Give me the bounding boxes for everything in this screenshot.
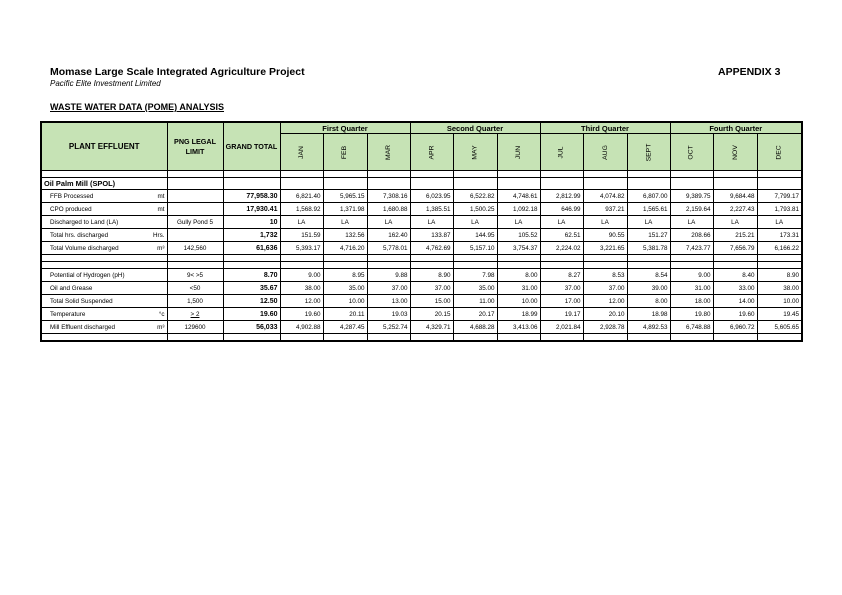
month-value-cell: LA: [280, 216, 323, 229]
header-plant-effluent: PLANT EFFLUENT: [41, 122, 167, 171]
month-value-cell: LA: [367, 216, 410, 229]
company-subtitle: Pacific Elite Investment Limited: [50, 79, 161, 88]
month-value-cell: 38.00: [757, 282, 802, 295]
month-value-cell: 38.00: [280, 282, 323, 295]
row-label: m³ Total Volume discharged: [41, 242, 167, 255]
month-value-cell: 31.00: [497, 282, 540, 295]
row-label: Discharged to Land (LA): [41, 216, 167, 229]
header-second-quarter: Second Quarter: [410, 122, 540, 134]
month-value-cell: 8.90: [410, 269, 453, 282]
month-value-cell: LA: [410, 216, 453, 229]
month-value-cell: 7.98: [453, 269, 497, 282]
table-row: [41, 216, 802, 229]
month-value-cell: 2,224.02: [540, 242, 583, 255]
section-title: WASTE WATER DATA (POME) ANALYSIS: [50, 102, 225, 112]
row-unit: m³: [157, 244, 165, 252]
table-row: [41, 229, 802, 242]
grand-total-cell: 19.60: [223, 308, 280, 321]
month-value-cell: 133.87: [410, 229, 453, 242]
header-third-quarter: Third Quarter: [540, 122, 670, 134]
month-value-cell: 7,423.77: [670, 242, 713, 255]
spacer-row: [41, 334, 802, 342]
month-value-cell: 162.40: [367, 229, 410, 242]
month-value-cell: 3,413.06: [497, 321, 540, 334]
month-value-cell: 1,500.25: [453, 203, 497, 216]
month-value-cell: 3,221.65: [583, 242, 627, 255]
month-value-cell: 12.00: [583, 295, 627, 308]
month-value-cell: 10.00: [497, 295, 540, 308]
month-value-cell: 1,092.18: [497, 203, 540, 216]
legal-limit-cell: 142,560: [167, 242, 223, 255]
header-month: JAN: [280, 134, 323, 171]
row-label: mt FFB Processed: [41, 190, 167, 203]
header-month: JUL: [540, 134, 583, 171]
month-value-cell: 2,159.64: [670, 203, 713, 216]
month-value-cell: 20.15: [410, 308, 453, 321]
month-value-cell: 6,960.72: [713, 321, 757, 334]
month-value-cell: 8.40: [713, 269, 757, 282]
pome-analysis-table: [40, 121, 803, 342]
row-unit: °c: [158, 310, 165, 318]
month-value-cell: 35.00: [323, 282, 367, 295]
grand-total-cell: 56,033: [223, 321, 280, 334]
month-value-cell: 6,821.40: [280, 190, 323, 203]
month-value-cell: 62.51: [540, 229, 583, 242]
row-label: °c Temperature: [41, 308, 167, 321]
table-row: [41, 203, 802, 216]
month-value-cell: 37.00: [540, 282, 583, 295]
month-value-cell: 12.00: [280, 295, 323, 308]
month-value-cell: 1,568.92: [280, 203, 323, 216]
table-row: [41, 269, 802, 282]
month-value-cell: 4,688.28: [453, 321, 497, 334]
row-label: Oil and Grease: [41, 282, 167, 295]
legal-limit-cell: <50: [167, 282, 223, 295]
project-title: Momase Large Scale Integrated Agriculture Project: [50, 66, 305, 78]
row-unit: Hrs.: [152, 231, 165, 239]
group-title: Oil Palm Mill (SPOL): [41, 178, 167, 190]
grand-total-cell: 17,930.41: [223, 203, 280, 216]
grand-total-cell: 12.50: [223, 295, 280, 308]
month-value-cell: 132.56: [323, 229, 367, 242]
month-value-cell: LA: [497, 216, 540, 229]
legal-limit-cell: Gully Pond 5: [167, 216, 223, 229]
header-fourth-quarter: Fourth Quarter: [670, 122, 802, 134]
month-value-cell: 5,393.17: [280, 242, 323, 255]
month-value-cell: LA: [713, 216, 757, 229]
month-value-cell: 173.31: [757, 229, 802, 242]
table-row: [41, 295, 802, 308]
month-value-cell: 8.53: [583, 269, 627, 282]
month-value-cell: 2,021.84: [540, 321, 583, 334]
month-value-cell: 18.99: [497, 308, 540, 321]
month-value-cell: 1,565.61: [627, 203, 670, 216]
month-value-cell: 9,684.48: [713, 190, 757, 203]
group-row: [41, 178, 802, 190]
header-grand-total: GRAND TOTAL: [223, 122, 280, 171]
row-unit: m³: [157, 323, 165, 331]
month-value-cell: 10.00: [323, 295, 367, 308]
month-value-cell: 5,381.78: [627, 242, 670, 255]
month-value-cell: 9.00: [280, 269, 323, 282]
month-value-cell: 18.00: [670, 295, 713, 308]
month-value-cell: LA: [583, 216, 627, 229]
legal-limit-cell: 129600: [167, 321, 223, 334]
legal-limit-cell: [167, 190, 223, 203]
month-value-cell: 6,807.00: [627, 190, 670, 203]
month-value-cell: 19.45: [757, 308, 802, 321]
row-label: Hrs. Total hrs. discharged: [41, 229, 167, 242]
month-value-cell: 8.00: [627, 295, 670, 308]
month-value-cell: 20.17: [453, 308, 497, 321]
header-png-legal-limit: PNG LEGAL LIMIT: [167, 122, 223, 171]
month-value-cell: 19.60: [280, 308, 323, 321]
row-label: m³ Mill Effluent discharged: [41, 321, 167, 334]
month-value-cell: 14.00: [713, 295, 757, 308]
month-value-cell: 9,389.75: [670, 190, 713, 203]
month-value-cell: 90.55: [583, 229, 627, 242]
month-value-cell: 4,329.71: [410, 321, 453, 334]
month-value-cell: 1,680.88: [367, 203, 410, 216]
month-value-cell: 151.59: [280, 229, 323, 242]
month-value-cell: 19.80: [670, 308, 713, 321]
month-value-cell: 19.03: [367, 308, 410, 321]
month-value-cell: 6,522.82: [453, 190, 497, 203]
month-value-cell: 37.00: [583, 282, 627, 295]
month-value-cell: 1,793.81: [757, 203, 802, 216]
month-value-cell: LA: [627, 216, 670, 229]
month-value-cell: LA: [540, 216, 583, 229]
month-value-cell: 4,074.82: [583, 190, 627, 203]
table-row: [41, 321, 802, 334]
month-value-cell: 4,716.20: [323, 242, 367, 255]
month-value-cell: 4,748.61: [497, 190, 540, 203]
month-value-cell: 8.54: [627, 269, 670, 282]
spacer-row: [41, 171, 802, 178]
header-month: NOV: [713, 134, 757, 171]
row-unit: mt: [157, 205, 165, 213]
month-value-cell: 6,748.88: [670, 321, 713, 334]
table-row: [41, 308, 802, 321]
month-value-cell: 215.21: [713, 229, 757, 242]
month-value-cell: 17.00: [540, 295, 583, 308]
month-value-cell: 6,023.95: [410, 190, 453, 203]
month-value-cell: 1,371.98: [323, 203, 367, 216]
month-value-cell: 2,928.78: [583, 321, 627, 334]
month-value-cell: 2,227.43: [713, 203, 757, 216]
month-value-cell: 4,287.45: [323, 321, 367, 334]
month-value-cell: 33.00: [713, 282, 757, 295]
month-value-cell: 31.00: [670, 282, 713, 295]
month-value-cell: LA: [670, 216, 713, 229]
row-unit: mt: [157, 192, 165, 200]
header-month: JUN: [497, 134, 540, 171]
month-value-cell: 8.00: [497, 269, 540, 282]
row-label: Total Solid Suspended: [41, 295, 167, 308]
month-value-cell: 35.00: [453, 282, 497, 295]
table-row: [41, 242, 802, 255]
month-value-cell: 9.88: [367, 269, 410, 282]
month-value-cell: 18.98: [627, 308, 670, 321]
grand-total-cell: 61,636: [223, 242, 280, 255]
month-value-cell: 3,754.37: [497, 242, 540, 255]
header-month: OCT: [670, 134, 713, 171]
grand-total-cell: 1,732: [223, 229, 280, 242]
legal-limit-cell: 1,500: [167, 295, 223, 308]
month-value-cell: 7,308.16: [367, 190, 410, 203]
month-value-cell: 2,812.99: [540, 190, 583, 203]
month-value-cell: 8.90: [757, 269, 802, 282]
grand-total-cell: 77,958.30: [223, 190, 280, 203]
month-value-cell: 15.00: [410, 295, 453, 308]
grand-total-cell: 35.67: [223, 282, 280, 295]
month-value-cell: 5,252.74: [367, 321, 410, 334]
header-month: FEB: [323, 134, 367, 171]
month-value-cell: 4,762.69: [410, 242, 453, 255]
month-value-cell: 20.11: [323, 308, 367, 321]
header-month: MAR: [367, 134, 410, 171]
appendix-label: APPENDIX 3: [718, 66, 781, 78]
legal-limit-cell: 9< >5: [167, 269, 223, 282]
header-month: MAY: [453, 134, 497, 171]
month-value-cell: 20.10: [583, 308, 627, 321]
spacer-row: [41, 262, 802, 269]
header-month: AUG: [583, 134, 627, 171]
legal-limit-cell: > 2: [167, 308, 223, 321]
grand-total-cell: 8.70: [223, 269, 280, 282]
month-value-cell: 39.00: [627, 282, 670, 295]
month-value-cell: 937.21: [583, 203, 627, 216]
month-value-cell: 37.00: [410, 282, 453, 295]
month-value-cell: 6,166.22: [757, 242, 802, 255]
header-month: SEPT: [627, 134, 670, 171]
legal-limit-cell: [167, 229, 223, 242]
month-value-cell: LA: [323, 216, 367, 229]
month-value-cell: LA: [757, 216, 802, 229]
header-first-quarter: First Quarter: [280, 122, 410, 134]
month-value-cell: 151.27: [627, 229, 670, 242]
month-value-cell: 5,778.01: [367, 242, 410, 255]
month-value-cell: 5,965.15: [323, 190, 367, 203]
month-value-cell: 4,892.53: [627, 321, 670, 334]
month-value-cell: 5,605.65: [757, 321, 802, 334]
month-value-cell: LA: [453, 216, 497, 229]
month-value-cell: 208.66: [670, 229, 713, 242]
month-value-cell: 11.00: [453, 295, 497, 308]
header-month: APR: [410, 134, 453, 171]
row-label: Potential of Hydrogen (pH): [41, 269, 167, 282]
month-value-cell: 10.00: [757, 295, 802, 308]
month-value-cell: 8.27: [540, 269, 583, 282]
month-value-cell: 105.52: [497, 229, 540, 242]
month-value-cell: 7,656.79: [713, 242, 757, 255]
header-month: DEC: [757, 134, 802, 171]
legal-limit-cell: [167, 203, 223, 216]
row-label: mt CPO produced: [41, 203, 167, 216]
table-row: [41, 190, 802, 203]
month-value-cell: 144.95: [453, 229, 497, 242]
month-value-cell: 13.00: [367, 295, 410, 308]
month-value-cell: 9.00: [670, 269, 713, 282]
table-row: [41, 282, 802, 295]
month-value-cell: 37.00: [367, 282, 410, 295]
spacer-row: [41, 255, 802, 262]
month-value-cell: 4,902.88: [280, 321, 323, 334]
month-value-cell: 1,385.51: [410, 203, 453, 216]
month-value-cell: 19.60: [713, 308, 757, 321]
month-value-cell: 7,799.17: [757, 190, 802, 203]
month-value-cell: 646.99: [540, 203, 583, 216]
month-value-cell: 5,157.10: [453, 242, 497, 255]
month-value-cell: 8.95: [323, 269, 367, 282]
grand-total-cell: 10: [223, 216, 280, 229]
month-value-cell: 19.17: [540, 308, 583, 321]
